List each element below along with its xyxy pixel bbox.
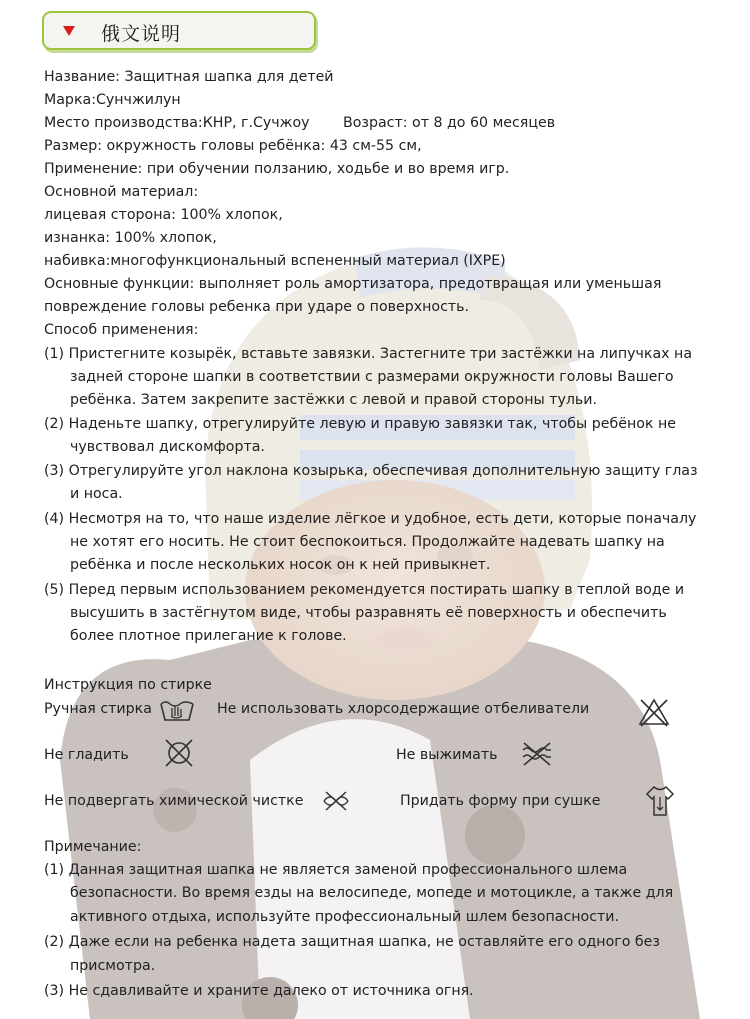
- info-line: Марка:Сунчжилун: [44, 92, 181, 108]
- note-line: (1) Данная защитная шапка не является заменой профессионального шлема: [44, 862, 628, 878]
- no-iron-icon: [163, 737, 195, 769]
- note-line: (2) Даже если на ребенка надета защитная шапка, не оставляйте его одного без: [44, 934, 660, 950]
- note-line: активного отдыха, используйте профессиональный шлем безопасности.: [70, 909, 619, 925]
- info-line: Применение: при обучении ползанию, ходьбе и во время игр.: [44, 161, 510, 177]
- info-line: Название: Защитная шапка для детей: [44, 69, 334, 85]
- reshape-shirt-icon: [644, 784, 676, 818]
- triangle-down-icon: [63, 26, 75, 36]
- info-line: изнанка: 100% хлопок,: [44, 230, 217, 246]
- info-line: Место производства:КНР, г.Сучжоу: [44, 115, 310, 131]
- no-bleach-icon: [638, 697, 670, 727]
- care-no-wring-label: Не выжимать: [396, 747, 498, 763]
- care-reshape-label: Придать форму при сушке: [400, 793, 601, 809]
- care-title: Инструкция по стирке: [44, 677, 212, 693]
- step-line: чувствовал дискомфорта.: [70, 439, 265, 455]
- no-dry-clean-icon: [322, 790, 350, 812]
- step-line: ребёнка. Затем закрепите застёжки с левой и правой стороны тульи.: [70, 392, 598, 408]
- step-line: (1) Пристегните козырёк, вставьте завязки. Застегните три застёжки на липучках на: [44, 346, 693, 362]
- step-line: и носа.: [70, 486, 123, 502]
- step-line: (5) Перед первым использованием рекомендуется постирать шапку в теплой воде и: [44, 582, 685, 598]
- info-line: Возраст: от 8 до 60 месяцев: [343, 115, 556, 131]
- hand-wash-icon: [158, 696, 196, 724]
- care-hand-wash-label: Ручная стирка: [44, 701, 152, 717]
- info-line: Основные функции: выполняет роль амортизатора, предотвращая или уменьшая: [44, 276, 662, 292]
- info-line: Способ применения:: [44, 322, 199, 338]
- note-line: присмотра.: [70, 958, 156, 974]
- info-line: Основной материал:: [44, 184, 199, 200]
- info-line: набивка:многофункциональный вспененный материал (IXPE): [44, 253, 506, 269]
- step-line: ребёнка и после нескольких носок он к ней привыкнет.: [70, 557, 491, 573]
- step-line: (3) Отрегулируйте угол наклона козырька, обеспечивая дополнительную защиту глаз: [44, 463, 698, 479]
- care-no-dryclean-label: Не подвергать химической чистке: [44, 793, 304, 809]
- notes-title: Примечание:: [44, 839, 142, 855]
- info-line: Размер: окружность головы ребёнка: 43 см-55 см,: [44, 138, 422, 154]
- no-wring-icon: [520, 741, 554, 767]
- care-no-bleach-label: Не использовать хлорсодержащие отбеливатели: [217, 701, 590, 717]
- info-line: лицевая сторона: 100% хлопок,: [44, 207, 283, 223]
- section-title: 俄文说明: [101, 23, 182, 45]
- step-line: (2) Наденьте шапку, отрегулируйте левую и правую завязки так, чтобы ребёнок не: [44, 416, 677, 432]
- step-line: высушить в застёгнутом виде, чтобы разравнять её поверхность и обеспечить: [70, 605, 667, 621]
- step-line: не хотят его носить. Не стоит беспокоиться. Продолжайте надевать шапку на: [70, 534, 665, 550]
- note-line: безопасности. Во время езды на велосипеде, мопеде и мотоцикле, а также для: [70, 885, 674, 901]
- care-no-iron-label: Не гладить: [44, 747, 129, 763]
- step-line: (4) Несмотря на то, что наше изделие лёгкое и удобное, есть дети, которые поначалу: [44, 511, 697, 527]
- note-line: (3) Не сдавливайте и храните далеко от источника огня.: [44, 983, 474, 999]
- step-line: более плотное прилегание к голове.: [70, 628, 347, 644]
- info-line: повреждение головы ребенка при ударе о поверхность.: [44, 299, 470, 315]
- section-header: [42, 11, 316, 50]
- step-line: задней стороне шапки в соответствии с размерами окружности головы Вашего: [70, 369, 674, 385]
